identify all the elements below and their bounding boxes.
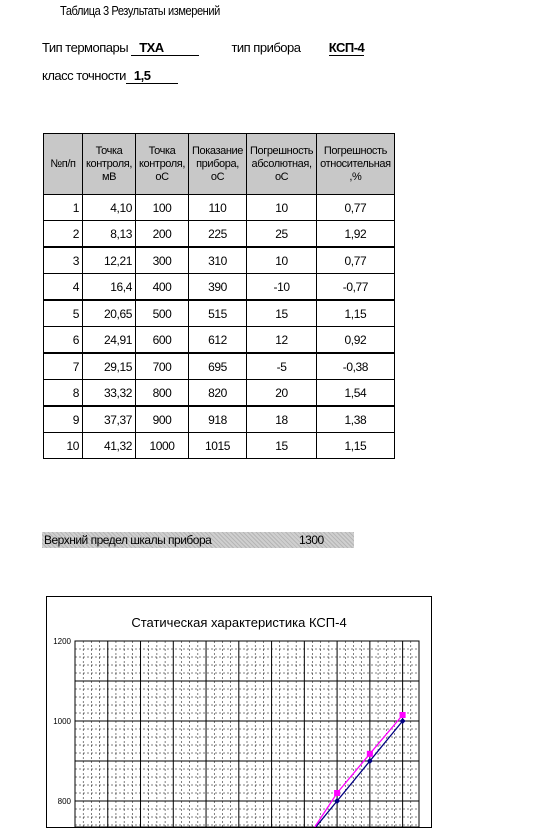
- table-row: [44, 247, 395, 274]
- table-cell: -0,38: [317, 353, 395, 380]
- accuracy-class-label: класс точности: [42, 68, 126, 83]
- header-cell: Погрешность относительная ,%: [317, 134, 395, 195]
- table-row: [44, 195, 395, 221]
- table-cell: 0,92: [317, 327, 395, 354]
- table-row: [44, 406, 395, 433]
- table-cell: 0,77: [317, 247, 395, 274]
- table-cell: 1,15: [317, 433, 395, 459]
- table-cell: 1015: [189, 433, 247, 459]
- table-cell: 800: [136, 380, 189, 407]
- table-cell: 700: [136, 353, 189, 380]
- table-cell: 110: [189, 195, 247, 221]
- table-cell: 5: [44, 300, 83, 327]
- table-cell: 500: [136, 300, 189, 327]
- table-row: [44, 433, 395, 459]
- table-cell: 612: [189, 327, 247, 354]
- table-cell: 20: [246, 380, 316, 407]
- table-cell: 1,38: [317, 406, 395, 433]
- chart-title: Статическая характеристика КСП-4: [131, 615, 347, 630]
- table-row: [44, 274, 395, 301]
- thermocouple-line: [42, 40, 364, 56]
- table-cell: 12: [246, 327, 316, 354]
- table-cell: 310: [189, 247, 247, 274]
- device-type-label: тип прибора: [231, 40, 301, 55]
- table-cell: 2: [44, 221, 83, 248]
- table-cell: 8: [44, 380, 83, 407]
- table-row: [44, 300, 395, 327]
- header-cell: Показание прибора, оС: [189, 134, 247, 195]
- table-cell: -0,77: [317, 274, 395, 301]
- table-cell: 10: [44, 433, 83, 459]
- table-cell: 7: [44, 353, 83, 380]
- table-caption: Таблица 3 Результаты измерений: [60, 3, 220, 18]
- table-cell: 0,77: [317, 195, 395, 221]
- table-header-row: [44, 134, 395, 195]
- header-cell: Погрешность абсолютная, оС: [246, 134, 316, 195]
- header-cell: Точка контроля, мВ: [83, 134, 136, 195]
- table-row: [44, 221, 395, 248]
- measurement-table: [43, 133, 395, 459]
- scale-limit-label: Верхний предел шкалы прибора: [44, 533, 212, 547]
- table-cell: 41,32: [83, 433, 136, 459]
- static-characteristic-chart: [47, 597, 431, 827]
- table-cell: 18: [246, 406, 316, 433]
- table-cell: 10: [246, 195, 316, 221]
- table-cell: 1,15: [317, 300, 395, 327]
- header-cell: №п/п: [44, 134, 83, 195]
- data-point: [334, 790, 340, 796]
- table-cell: 9: [44, 406, 83, 433]
- table-cell: 820: [189, 380, 247, 407]
- table-cell: 200: [136, 221, 189, 248]
- table-cell: 29,15: [83, 353, 136, 380]
- table-row: [44, 327, 395, 354]
- table-cell: 4: [44, 274, 83, 301]
- table-cell: 3: [44, 247, 83, 274]
- accuracy-class-line: [42, 68, 178, 84]
- table-cell: 600: [136, 327, 189, 354]
- table-cell: 4,10: [83, 195, 136, 221]
- table-cell: 15: [246, 433, 316, 459]
- table-cell: 8,13: [83, 221, 136, 248]
- table-cell: 390: [189, 274, 247, 301]
- table-cell: -10: [246, 274, 316, 301]
- data-point: [367, 751, 373, 757]
- table-cell: 20,65: [83, 300, 136, 327]
- table-cell: 24,91: [83, 327, 136, 354]
- device-type-value: КСП-4: [328, 40, 365, 55]
- chart-frame: [46, 596, 432, 828]
- table-row: [44, 353, 395, 380]
- table-cell: 300: [136, 247, 189, 274]
- y-tick-label: 1000: [53, 717, 71, 726]
- table-cell: 400: [136, 274, 189, 301]
- table-cell: 695: [189, 353, 247, 380]
- table-cell: 10: [246, 247, 316, 274]
- accuracy-class-value: 1,5: [126, 68, 178, 84]
- table-cell: 33,32: [83, 380, 136, 407]
- table-cell: 918: [189, 406, 247, 433]
- table-cell: 900: [136, 406, 189, 433]
- table-cell: 25: [246, 221, 316, 248]
- scale-limit-value: 1300: [299, 533, 324, 547]
- table-cell: 515: [189, 300, 247, 327]
- y-tick-label: 1200: [53, 637, 71, 646]
- table-cell: 1,92: [317, 221, 395, 248]
- table-cell: 1000: [136, 433, 189, 459]
- table-cell: 100: [136, 195, 189, 221]
- thermocouple-label: Тип термопары: [42, 40, 129, 55]
- table-cell: 1,54: [317, 380, 395, 407]
- thermocouple-value: ТХА: [131, 40, 199, 56]
- table-cell: 37,37: [83, 406, 136, 433]
- table-cell: -5: [246, 353, 316, 380]
- table-row: [44, 380, 395, 407]
- table-cell: 6: [44, 327, 83, 354]
- y-tick-label: 800: [57, 797, 71, 806]
- table-cell: 1: [44, 195, 83, 221]
- table-cell: 15: [246, 300, 316, 327]
- table-cell: 12,21: [83, 247, 136, 274]
- scale-limit-bar: [42, 532, 354, 548]
- header-cell: Точка контроля, оС: [136, 134, 189, 195]
- table-cell: 16,4: [83, 274, 136, 301]
- data-point: [400, 712, 406, 718]
- table-cell: 225: [189, 221, 247, 248]
